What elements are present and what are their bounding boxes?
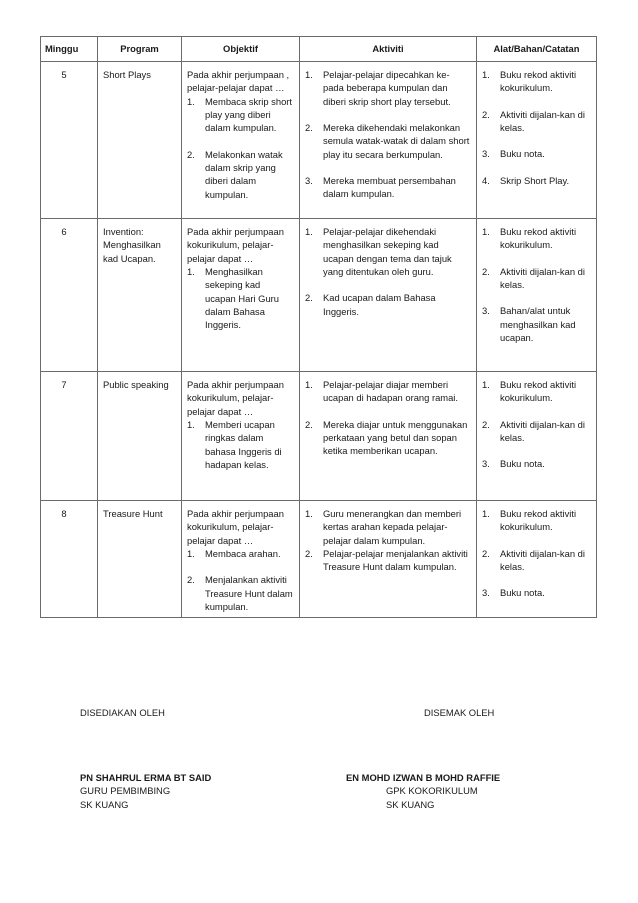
item-number: 3. — [482, 148, 490, 160]
week-cell: 5 — [41, 62, 98, 219]
item-text: Buku rekod aktiviti kokurikulum. — [500, 226, 577, 251]
materials-cell — [477, 501, 597, 618]
list-item — [482, 507, 590, 534]
item-text: Aktiviti dijalan-kan di kelas. — [500, 547, 585, 573]
list-item — [305, 225, 470, 278]
item-number: 4. — [482, 174, 490, 186]
week-cell: 8 — [41, 501, 98, 618]
item-text: Membaca arahan. — [205, 548, 281, 560]
list-item — [305, 418, 470, 458]
objective-intro: Pada akhir perjumpaan kokurikulum, pelajar-pelajar dapat … — [187, 508, 284, 546]
list-item — [305, 121, 470, 161]
item-number: 1. — [187, 266, 195, 278]
objective-list — [187, 265, 293, 332]
week-cell: 7 — [41, 372, 98, 501]
list-item — [187, 418, 293, 471]
checked-by-role: GPK KOKORIKULUM — [386, 785, 478, 797]
item-number: 1. — [482, 69, 490, 80]
item-text: Pelajar-pelajar dikehendaki menghasilkan sekeping kad ucapan dengan tema dan tajuk yang ditentukan oleh guru. — [323, 226, 452, 278]
list-item — [482, 418, 590, 445]
item-number: 1. — [482, 226, 490, 237]
item-text: Mereka membuat persembahan dalam kumpulan. — [323, 175, 456, 200]
item-text: Aktiviti dijalan-kan di kelas. — [500, 265, 585, 291]
activity-cell — [300, 372, 477, 501]
checked-by-label: DISEMAK OLEH — [424, 707, 495, 718]
item-text: Buku rekod aktiviti kokurikulum. — [500, 508, 577, 533]
objective-cell — [182, 372, 300, 501]
list-item — [482, 304, 590, 344]
prepared-by-label: DISEDIAKAN OLEH — [80, 707, 165, 718]
materials-list — [482, 68, 590, 187]
list-item — [482, 225, 590, 252]
table-row — [41, 62, 597, 219]
item-number: 2. — [187, 574, 195, 586]
list-item — [482, 68, 590, 95]
objective-intro: Pada akhir perjumpaan kokurikulum, pelajar-pelajar dapat … — [187, 379, 284, 417]
item-text: Membaca skrip short play yang diberi dalam kumpulan. — [205, 95, 293, 134]
item-number: 3. — [305, 175, 313, 187]
item-text: Buku nota. — [500, 458, 545, 470]
item-text: Buku rekod aktiviti kokurikulum. — [500, 69, 577, 94]
list-item — [482, 547, 590, 574]
checked-by-name: EN MOHD IZWAN B MOHD RAFFIE — [346, 772, 501, 783]
objective-intro: Pada akhir perjumpaan kokurikulum, pelajar-pelajar dapat … — [187, 226, 284, 264]
program-cell: Invention: Menghasilkan kad Ucapan. — [98, 219, 182, 372]
list-item — [482, 457, 590, 470]
table-row — [41, 501, 597, 618]
list-item — [482, 108, 590, 135]
item-text: Menjalankan aktiviti Treasure Hunt dalam kumpulan. — [205, 574, 293, 613]
item-text: Memberi ucapan ringkas dalam bahasa Inggeris di hadapan kelas. — [205, 419, 282, 471]
list-item — [482, 174, 590, 187]
materials-list — [482, 225, 590, 344]
header-objektif: Objektif — [182, 37, 300, 62]
list-item — [187, 547, 293, 560]
item-number: 2. — [305, 548, 313, 560]
activity-cell — [300, 219, 477, 372]
list-item — [305, 547, 470, 574]
item-number: 1. — [305, 226, 313, 237]
item-text: Kad ucapan dalam Bahasa Inggeris. — [323, 292, 436, 317]
item-text: Aktiviti dijalan-kan di kelas. — [500, 418, 585, 444]
item-number: 3. — [482, 587, 490, 599]
item-number: 2. — [482, 265, 490, 277]
list-item — [482, 378, 590, 405]
materials-cell — [477, 372, 597, 501]
objective-cell — [182, 219, 300, 372]
list-item — [187, 148, 293, 201]
header-program: Program — [98, 37, 182, 62]
item-number: 2. — [482, 108, 490, 120]
table-row — [41, 372, 597, 501]
item-number: 1. — [305, 69, 313, 80]
header-minggu: Minggu — [41, 37, 98, 62]
materials-list — [482, 507, 590, 600]
item-number: 3. — [482, 458, 490, 470]
item-number: 1. — [305, 508, 313, 519]
item-number: 1. — [482, 379, 490, 390]
checked-by-school: SK KUANG — [386, 798, 435, 810]
item-number: 1. — [187, 419, 195, 431]
item-text: Buku rekod aktiviti kokurikulum. — [500, 379, 577, 404]
objective-list — [187, 418, 293, 471]
list-item — [305, 507, 470, 547]
item-text: Melakonkan watak dalam skrip yang diberi dalam kumpulan. — [205, 148, 283, 200]
item-number: 2. — [305, 292, 313, 304]
list-item — [305, 378, 470, 405]
list-item — [482, 265, 590, 292]
list-item — [482, 147, 590, 160]
program-cell: Short Plays — [98, 62, 182, 219]
item-text: Pelajar-pelajar diajar memberi ucapan di hadapan orang ramai. — [323, 379, 458, 404]
item-number: 1. — [305, 379, 313, 390]
list-item — [305, 291, 470, 318]
objective-cell — [182, 501, 300, 618]
table-header-row — [41, 37, 597, 62]
list-item — [305, 174, 470, 201]
table-row — [41, 219, 597, 372]
activity-list — [305, 378, 470, 458]
activity-list — [305, 68, 470, 201]
program-cell: Treasure Hunt — [98, 501, 182, 618]
item-text: Buku nota. — [500, 148, 545, 160]
item-number: 2. — [305, 122, 313, 134]
item-number: 2. — [482, 547, 490, 559]
materials-cell — [477, 219, 597, 372]
item-number: 2. — [187, 148, 195, 160]
list-item — [187, 265, 293, 332]
item-text: Buku nota. — [500, 587, 545, 599]
objective-list — [187, 95, 293, 201]
list-item — [305, 68, 470, 108]
prepared-by-role: GURU PEMBIMBING — [80, 785, 171, 797]
item-text: Pelajar-pelajar dipecahkan ke-pada beberapa kumpulan dan diberi skrip short play tersebut. — [323, 69, 451, 107]
prepared-by-name: PN SHAHRUL ERMA BT SAID — [80, 772, 212, 783]
item-text: Aktiviti dijalan-kan di kelas. — [500, 108, 585, 134]
objective-cell — [182, 62, 300, 219]
list-item — [187, 573, 293, 613]
objective-list — [187, 547, 293, 613]
item-text: Bahan/alat untuk menghasilkan kad ucapan. — [500, 305, 576, 344]
item-text: Menghasilkan sekeping kad ucapan Hari Guru dalam Bahasa Inggeris. — [205, 266, 279, 331]
activity-list — [305, 507, 470, 574]
item-text: Skrip Short Play. — [500, 174, 570, 186]
activity-list — [305, 225, 470, 318]
item-number: 3. — [482, 305, 490, 317]
item-number: 1. — [187, 548, 195, 560]
activity-cell — [300, 501, 477, 618]
materials-list — [482, 378, 590, 471]
checked-by-block — [346, 771, 500, 811]
objective-intro: Pada akhir perjumpaan , pelajar-pelajar dapat … — [187, 69, 290, 94]
item-text: Mereka dikehendaki melakonkan semula watak-watak di dalam short play itu secara berkumpulan. — [323, 122, 470, 160]
item-text: Guru menerangkan dan memberi kertas arahan kepada pelajar-pelajar dalam kumpulan. — [323, 508, 462, 546]
item-text: Mereka diajar untuk menggunakan perkataan yang betul dan sopan ketika memberikan ucapan. — [323, 418, 468, 457]
prepared-by-block — [80, 771, 211, 811]
item-number: 1. — [187, 95, 195, 107]
week-cell: 6 — [41, 219, 98, 372]
item-number: 2. — [482, 418, 490, 430]
program-cell: Public speaking — [98, 372, 182, 501]
item-text: Pelajar-pelajar menjalankan aktiviti Treasure Hunt dalam kumpulan. — [323, 548, 468, 573]
header-aktiviti: Aktiviti — [300, 37, 477, 62]
list-item — [187, 95, 293, 135]
item-number: 2. — [305, 418, 313, 430]
list-item — [482, 586, 590, 599]
activity-plan-table — [40, 36, 597, 618]
item-number: 1. — [482, 508, 490, 519]
header-alat-bahan-catatan: Alat/Bahan/Catatan — [477, 37, 597, 62]
materials-cell — [477, 62, 597, 219]
prepared-by-school: SK KUANG — [80, 798, 129, 810]
activity-cell — [300, 62, 477, 219]
